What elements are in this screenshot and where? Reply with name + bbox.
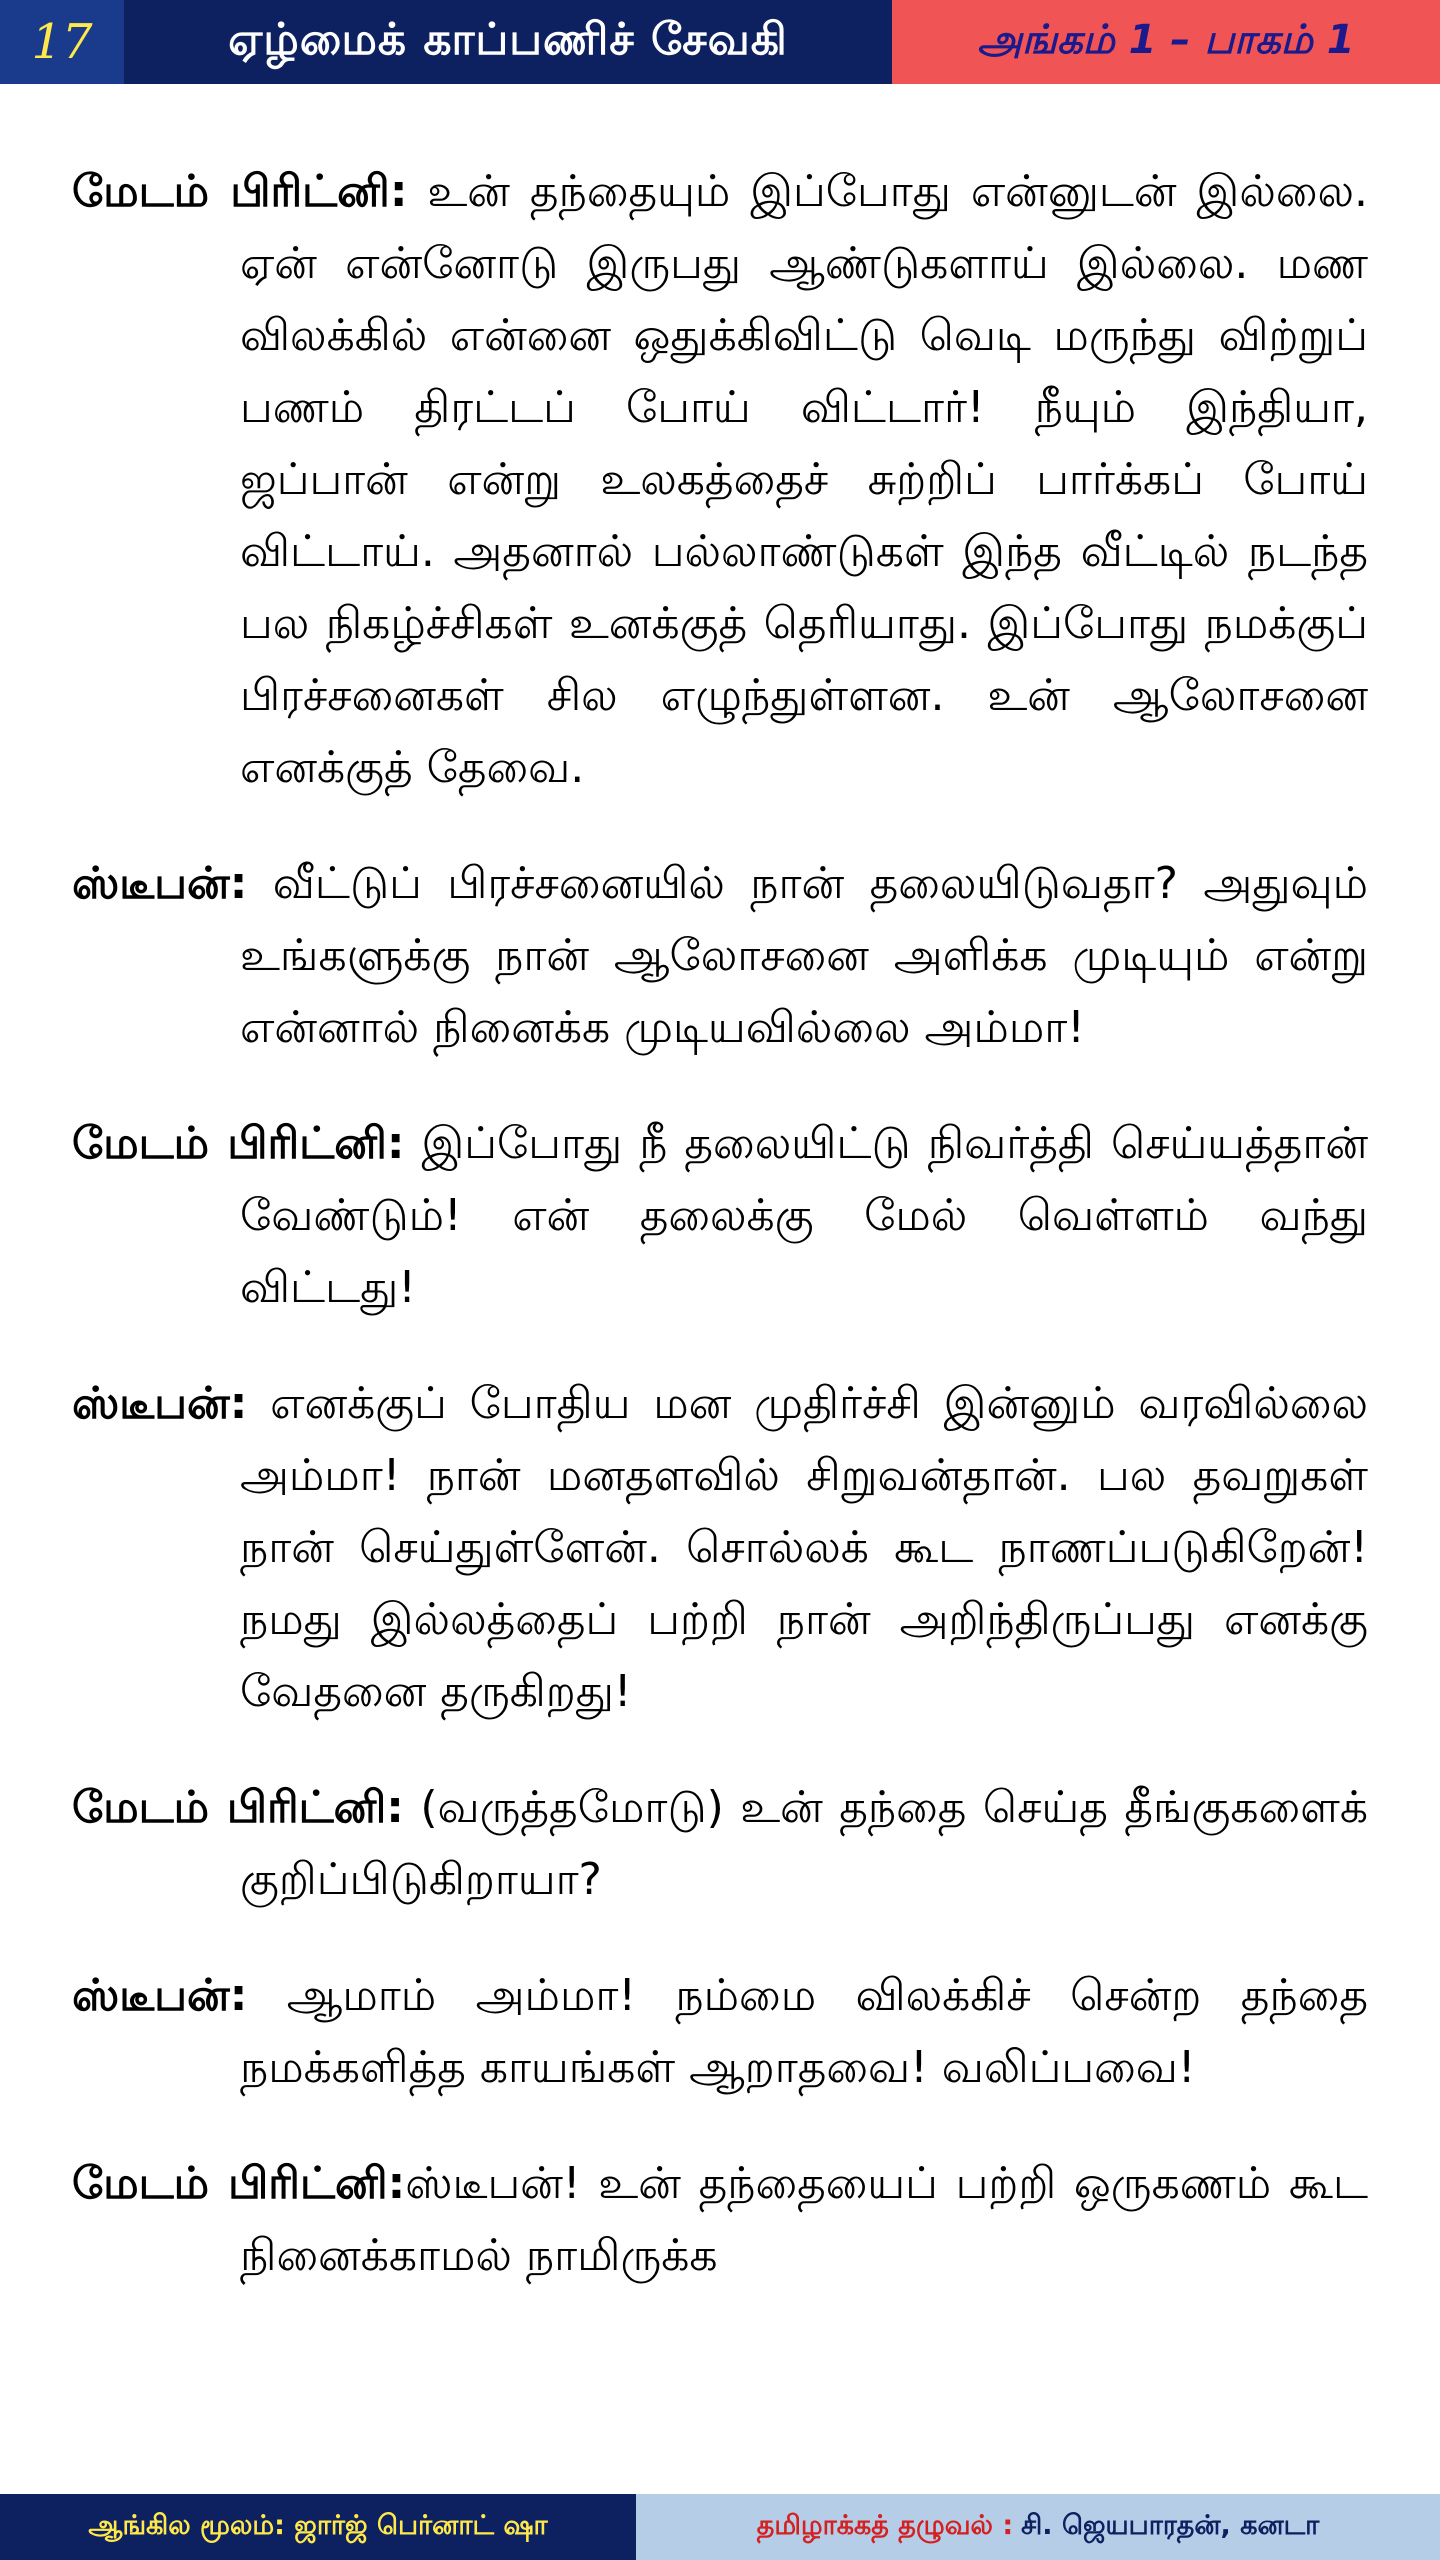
play-title: ஏழ்மைக் காப்பணிச் சேவகி [124, 0, 892, 84]
source-credit: ஆங்கில மூலம்: ஜார்ஜ் பெர்னாட் ஷா [0, 2494, 636, 2560]
dialogue-text: ஸ்டீபன்! உன் தந்தையைப் பற்றி ஒருகணம் கூட நினைக்காமல் நாமிருக்க [240, 2158, 1368, 2281]
dialogue-text: வீட்டுப் பிரச்சனையில் நான் தலையிடுவதா? அதுவும் உங்களுக்கு நான் ஆலோசனை அளிக்க முடியும் என்று என்னால் நினைக்க முடியவில்லை அம்மா! [240, 858, 1368, 1053]
speaker-name: மேடம் பிரிட்னி: [72, 1782, 404, 1833]
dialogue-body [72, 112, 1368, 2302]
act-part-label: அங்கம் 1 – பாகம் 1 [892, 0, 1440, 84]
speaker-name: மேடம் பிரிட்னி: [72, 1118, 405, 1169]
dialogue-text: இப்போது நீ தலையிட்டு நிவர்த்தி செய்யத்தான் வேண்டும்! என் தலைக்கு மேல் வெள்ளம் வந்து விட்டது! [240, 1118, 1368, 1313]
page-header [0, 0, 1440, 84]
translation-credit [636, 2494, 1440, 2560]
page-number: 17 [0, 0, 124, 84]
page-footer [0, 2494, 1440, 2560]
dialogue-line [72, 2148, 1368, 2292]
speaker-name: ஸ்டீபன்: [72, 1970, 248, 2021]
dialogue-text: ஆமாம் அம்மா! நம்மை விலக்கிச் சென்ற தந்தை நமக்களித்த காயங்கள் ஆறாதவை! வலிப்பவை! [240, 1970, 1368, 2093]
dialogue-text: உன் தந்தையும் இப்போது என்னுடன் இல்லை. ஏன் என்னோடு இருபது ஆண்டுகளாய் இல்லை. மண விலக்கில் என்னை ஒதுக்கிவிட்டு வெடி மருந்து விற்றுப் பணம் திரட்டப் போய் விட்டார்! நீயும் இந்தியா, ஜப்பான் என்று உலகத்தைச் சுற்றிப் பார்க்கப் போய் விட்டாய். அதனால் பல்லாண்டுகள் இந்த வீட்டில் நடந்த பல நிகழ்ச்சிகள் உனக்குத் தெரியாது. இப்போது நமக்குப் பிரச்சனைகள் சில எழுந்துள்ளன. உன் ஆலோசனை எனக்குத் தேவை. [240, 166, 1368, 793]
translation-label: தமிழாக்கத் தழுவல் : [756, 2509, 1014, 2541]
dialogue-line [72, 1108, 1368, 1324]
translator-name: சி. ஜெயபாரதன், கனடா [1021, 2509, 1320, 2541]
dialogue-line [72, 1368, 1368, 1728]
speaker-name: ஸ்டீபன்: [72, 858, 248, 909]
dialogue-line [72, 1772, 1368, 1916]
speaker-name: மேடம் பிரிட்னி: [72, 166, 408, 217]
dialogue-line [72, 848, 1368, 1064]
speaker-name: மேடம் பிரிட்னி: [72, 2158, 406, 2209]
speaker-name: ஸ்டீபன்: [72, 1378, 248, 1429]
dialogue-line [72, 1960, 1368, 2104]
dialogue-line [72, 156, 1368, 804]
dialogue-text: எனக்குப் போதிய மன முதிர்ச்சி இன்னும் வரவில்லை அம்மா! நான் மனதளவில் சிறுவன்தான். பல தவறுகள் நான் செய்துள்ளேன். சொல்லக் கூட நாணப்படுகிறேன்! நமது இல்லத்தைப் பற்றி நான் அறிந்திருப்பது எனக்கு வேதனை தருகிறது! [240, 1378, 1368, 1717]
dialogue-text: (வருத்தமோடு) உன் தந்தை செய்த தீங்குகளைக் குறிப்பிடுகிறாயா? [240, 1782, 1368, 1905]
